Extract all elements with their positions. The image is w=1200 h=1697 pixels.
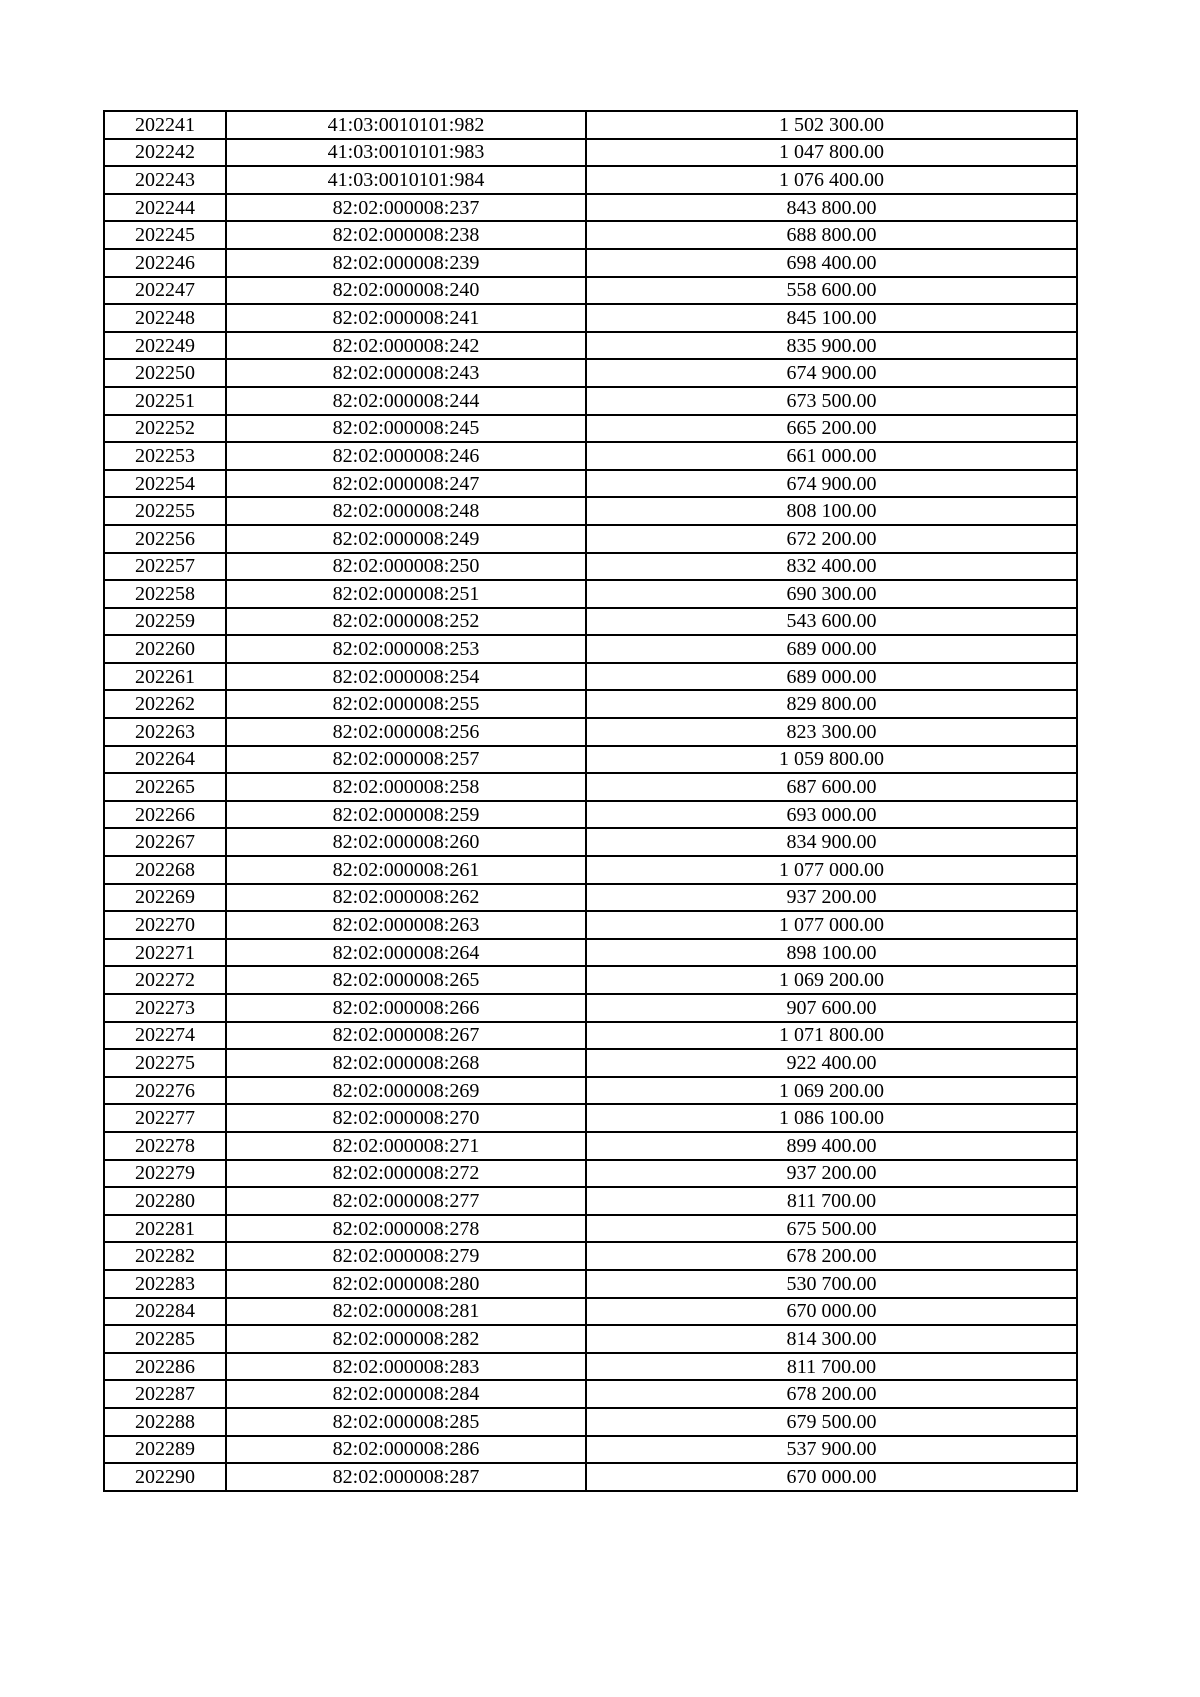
cadastral-number-cell: 82:02:000008:253: [226, 635, 586, 663]
cadastral-value-cell: 1 059 800.00: [586, 746, 1077, 774]
cadastral-number-cell: 82:02:000008:278: [226, 1215, 586, 1243]
row-number-cell: 202286: [104, 1353, 226, 1381]
table-row: [104, 1353, 1077, 1381]
cadastral-number-cell: 82:02:000008:258: [226, 773, 586, 801]
cadastral-value-cell: 1 071 800.00: [586, 1022, 1077, 1050]
table-row: [104, 718, 1077, 746]
row-number-cell: 202242: [104, 139, 226, 167]
row-number-cell: 202274: [104, 1022, 226, 1050]
row-number-cell: 202269: [104, 884, 226, 912]
table-row: [104, 1104, 1077, 1132]
cadastral-number-cell: 41:03:0010101:984: [226, 166, 586, 194]
table-row: [104, 1325, 1077, 1353]
row-number-cell: 202249: [104, 332, 226, 360]
table-row: [104, 277, 1077, 305]
cadastral-value-cell: 689 000.00: [586, 663, 1077, 691]
cadastral-number-cell: 82:02:000008:259: [226, 801, 586, 829]
cadastral-number-cell: 82:02:000008:243: [226, 359, 586, 387]
table-row: [104, 415, 1077, 443]
table-row: [104, 249, 1077, 277]
cadastral-number-cell: 82:02:000008:286: [226, 1436, 586, 1464]
cadastral-number-cell: 82:02:000008:256: [226, 718, 586, 746]
cadastral-value-cell: 673 500.00: [586, 387, 1077, 415]
row-number-cell: 202262: [104, 690, 226, 718]
cadastral-number-cell: 82:02:000008:260: [226, 828, 586, 856]
table-row: [104, 553, 1077, 581]
table-row: [104, 828, 1077, 856]
row-number-cell: 202243: [104, 166, 226, 194]
row-number-cell: 202246: [104, 249, 226, 277]
cadastral-number-cell: 82:02:000008:262: [226, 884, 586, 912]
cadastral-value-cell: 1 077 000.00: [586, 856, 1077, 884]
cadastral-value-cell: 937 200.00: [586, 884, 1077, 912]
cadastral-value-cell: 922 400.00: [586, 1049, 1077, 1077]
row-number-cell: 202284: [104, 1298, 226, 1326]
row-number-cell: 202252: [104, 415, 226, 443]
cadastral-value-cell: 530 700.00: [586, 1270, 1077, 1298]
cadastral-value-cell: 835 900.00: [586, 332, 1077, 360]
row-number-cell: 202271: [104, 939, 226, 967]
table-row: [104, 1160, 1077, 1188]
row-number-cell: 202282: [104, 1242, 226, 1270]
cadastral-value-cell: 899 400.00: [586, 1132, 1077, 1160]
cadastral-number-cell: 82:02:000008:283: [226, 1353, 586, 1381]
cadastral-value-cell: 689 000.00: [586, 635, 1077, 663]
row-number-cell: 202290: [104, 1463, 226, 1491]
cadastral-value-cell: 672 200.00: [586, 525, 1077, 553]
cadastral-number-cell: 82:02:000008:279: [226, 1242, 586, 1270]
row-number-cell: 202279: [104, 1160, 226, 1188]
cadastral-number-cell: 82:02:000008:245: [226, 415, 586, 443]
cadastral-value-cell: 690 300.00: [586, 580, 1077, 608]
table-body: [104, 111, 1077, 1491]
cadastral-number-cell: 82:02:000008:261: [226, 856, 586, 884]
cadastral-number-cell: 82:02:000008:246: [226, 442, 586, 470]
table-row: [104, 387, 1077, 415]
cadastral-value-cell: 811 700.00: [586, 1353, 1077, 1381]
cadastral-number-cell: 82:02:000008:254: [226, 663, 586, 691]
cadastral-number-cell: 82:02:000008:280: [226, 1270, 586, 1298]
row-number-cell: 202259: [104, 608, 226, 636]
row-number-cell: 202275: [104, 1049, 226, 1077]
row-number-cell: 202255: [104, 497, 226, 525]
cadastral-number-cell: 82:02:000008:281: [226, 1298, 586, 1326]
cadastral-value-cell: 678 200.00: [586, 1380, 1077, 1408]
cadastral-number-cell: 82:02:000008:239: [226, 249, 586, 277]
cadastral-value-cell: 678 200.00: [586, 1242, 1077, 1270]
cadastral-value-cell: 1 077 000.00: [586, 911, 1077, 939]
cadastral-value-cell: 829 800.00: [586, 690, 1077, 718]
cadastral-value-cell: 558 600.00: [586, 277, 1077, 305]
table-row: [104, 773, 1077, 801]
cadastral-value-cell: 670 000.00: [586, 1463, 1077, 1491]
table-row: [104, 1298, 1077, 1326]
cadastral-value-cell: 907 600.00: [586, 994, 1077, 1022]
table-row: [104, 221, 1077, 249]
cadastral-number-cell: 82:02:000008:249: [226, 525, 586, 553]
row-number-cell: 202278: [104, 1132, 226, 1160]
row-number-cell: 202247: [104, 277, 226, 305]
cadastral-value-cell: 687 600.00: [586, 773, 1077, 801]
cadastral-value-cell: 1 076 400.00: [586, 166, 1077, 194]
table-row: [104, 304, 1077, 332]
cadastral-value-cell: 843 800.00: [586, 194, 1077, 222]
row-number-cell: 202277: [104, 1104, 226, 1132]
table-row: [104, 911, 1077, 939]
row-number-cell: 202289: [104, 1436, 226, 1464]
cadastral-number-cell: 82:02:000008:241: [226, 304, 586, 332]
table-row: [104, 856, 1077, 884]
cadastral-number-cell: 82:02:000008:240: [226, 277, 586, 305]
row-number-cell: 202257: [104, 553, 226, 581]
cadastral-value-cell: 811 700.00: [586, 1187, 1077, 1215]
table-row: [104, 497, 1077, 525]
cadastral-number-cell: 82:02:000008:255: [226, 690, 586, 718]
row-number-cell: 202283: [104, 1270, 226, 1298]
cadastral-value-cell: 693 000.00: [586, 801, 1077, 829]
cadastral-value-cell: 808 100.00: [586, 497, 1077, 525]
row-number-cell: 202253: [104, 442, 226, 470]
cadastral-number-cell: 82:02:000008:252: [226, 608, 586, 636]
table-row: [104, 470, 1077, 498]
row-number-cell: 202261: [104, 663, 226, 691]
cadastral-value-cell: 937 200.00: [586, 1160, 1077, 1188]
cadastral-number-cell: 82:02:000008:242: [226, 332, 586, 360]
cadastral-number-cell: 41:03:0010101:982: [226, 111, 586, 139]
cadastral-value-cell: 543 600.00: [586, 608, 1077, 636]
row-number-cell: 202265: [104, 773, 226, 801]
cadastral-value-cell: 675 500.00: [586, 1215, 1077, 1243]
cadastral-number-cell: 82:02:000008:264: [226, 939, 586, 967]
cadastral-number-cell: 82:02:000008:272: [226, 1160, 586, 1188]
cadastral-value-cell: 898 100.00: [586, 939, 1077, 967]
cadastral-number-cell: 82:02:000008:287: [226, 1463, 586, 1491]
cadastral-number-cell: 82:02:000008:268: [226, 1049, 586, 1077]
row-number-cell: 202270: [104, 911, 226, 939]
row-number-cell: 202264: [104, 746, 226, 774]
cadastral-value-cell: 679 500.00: [586, 1408, 1077, 1436]
cadastral-number-cell: 82:02:000008:265: [226, 966, 586, 994]
table-row: [104, 194, 1077, 222]
cadastral-value-cell: 1 502 300.00: [586, 111, 1077, 139]
row-number-cell: 202241: [104, 111, 226, 139]
table-row: [104, 690, 1077, 718]
table-row: [104, 166, 1077, 194]
cadastral-number-cell: 82:02:000008:251: [226, 580, 586, 608]
table-row: [104, 442, 1077, 470]
row-number-cell: 202244: [104, 194, 226, 222]
table-row: [104, 966, 1077, 994]
row-number-cell: 202260: [104, 635, 226, 663]
cadastral-number-cell: 82:02:000008:285: [226, 1408, 586, 1436]
cadastral-number-cell: 82:02:000008:257: [226, 746, 586, 774]
cadastral-number-cell: 82:02:000008:269: [226, 1077, 586, 1105]
cadastral-number-cell: 82:02:000008:263: [226, 911, 586, 939]
table-row: [104, 580, 1077, 608]
table-row: [104, 332, 1077, 360]
row-number-cell: 202281: [104, 1215, 226, 1243]
row-number-cell: 202256: [104, 525, 226, 553]
row-number-cell: 202273: [104, 994, 226, 1022]
cadastral-number-cell: 82:02:000008:282: [226, 1325, 586, 1353]
row-number-cell: 202287: [104, 1380, 226, 1408]
cadastral-number-cell: 82:02:000008:237: [226, 194, 586, 222]
table-row: [104, 1187, 1077, 1215]
cadastral-number-cell: 82:02:000008:271: [226, 1132, 586, 1160]
cadastral-number-cell: 82:02:000008:284: [226, 1380, 586, 1408]
row-number-cell: 202280: [104, 1187, 226, 1215]
cadastral-value-cell: 670 000.00: [586, 1298, 1077, 1326]
row-number-cell: 202268: [104, 856, 226, 884]
cadastral-value-cell: 1 086 100.00: [586, 1104, 1077, 1132]
table-row: [104, 1049, 1077, 1077]
cadastral-value-cell: 661 000.00: [586, 442, 1077, 470]
table-row: [104, 663, 1077, 691]
cadastral-value-cell: 845 100.00: [586, 304, 1077, 332]
table-row: [104, 525, 1077, 553]
cadastral-number-cell: 82:02:000008:277: [226, 1187, 586, 1215]
cadastral-value-cell: 834 900.00: [586, 828, 1077, 856]
cadastral-number-cell: 82:02:000008:244: [226, 387, 586, 415]
cadastral-value-cell: 823 300.00: [586, 718, 1077, 746]
table-row: [104, 1022, 1077, 1050]
row-number-cell: 202276: [104, 1077, 226, 1105]
cadastral-value-table: [103, 110, 1078, 1492]
table-row: [104, 1408, 1077, 1436]
table-row: [104, 1380, 1077, 1408]
row-number-cell: 202285: [104, 1325, 226, 1353]
table-row: [104, 1215, 1077, 1243]
cadastral-number-cell: 82:02:000008:270: [226, 1104, 586, 1132]
row-number-cell: 202251: [104, 387, 226, 415]
table-row: [104, 608, 1077, 636]
table-row: [104, 635, 1077, 663]
table-row: [104, 111, 1077, 139]
row-number-cell: 202250: [104, 359, 226, 387]
cadastral-value-cell: 674 900.00: [586, 470, 1077, 498]
table-row: [104, 884, 1077, 912]
cadastral-value-cell: 1 069 200.00: [586, 1077, 1077, 1105]
row-number-cell: 202266: [104, 801, 226, 829]
cadastral-value-cell: 1 047 800.00: [586, 139, 1077, 167]
cadastral-value-cell: 1 069 200.00: [586, 966, 1077, 994]
cadastral-value-cell: 832 400.00: [586, 553, 1077, 581]
cadastral-value-cell: 665 200.00: [586, 415, 1077, 443]
cadastral-value-cell: 688 800.00: [586, 221, 1077, 249]
cadastral-number-cell: 41:03:0010101:983: [226, 139, 586, 167]
cadastral-number-cell: 82:02:000008:238: [226, 221, 586, 249]
cadastral-number-cell: 82:02:000008:267: [226, 1022, 586, 1050]
table-row: [104, 1242, 1077, 1270]
row-number-cell: 202245: [104, 221, 226, 249]
cadastral-number-cell: 82:02:000008:247: [226, 470, 586, 498]
cadastral-value-cell: 698 400.00: [586, 249, 1077, 277]
table-row: [104, 1463, 1077, 1491]
row-number-cell: 202272: [104, 966, 226, 994]
table-row: [104, 939, 1077, 967]
table-row: [104, 139, 1077, 167]
cadastral-number-cell: 82:02:000008:248: [226, 497, 586, 525]
row-number-cell: 202263: [104, 718, 226, 746]
table-row: [104, 746, 1077, 774]
cadastral-value-cell: 537 900.00: [586, 1436, 1077, 1464]
table-row: [104, 994, 1077, 1022]
row-number-cell: 202288: [104, 1408, 226, 1436]
table-row: [104, 1270, 1077, 1298]
row-number-cell: 202258: [104, 580, 226, 608]
row-number-cell: 202267: [104, 828, 226, 856]
table-row: [104, 801, 1077, 829]
table-row: [104, 1132, 1077, 1160]
row-number-cell: 202248: [104, 304, 226, 332]
table-row: [104, 359, 1077, 387]
cadastral-value-cell: 814 300.00: [586, 1325, 1077, 1353]
table-row: [104, 1077, 1077, 1105]
cadastral-number-cell: 82:02:000008:250: [226, 553, 586, 581]
row-number-cell: 202254: [104, 470, 226, 498]
cadastral-value-cell: 674 900.00: [586, 359, 1077, 387]
cadastral-number-cell: 82:02:000008:266: [226, 994, 586, 1022]
table-row: [104, 1436, 1077, 1464]
